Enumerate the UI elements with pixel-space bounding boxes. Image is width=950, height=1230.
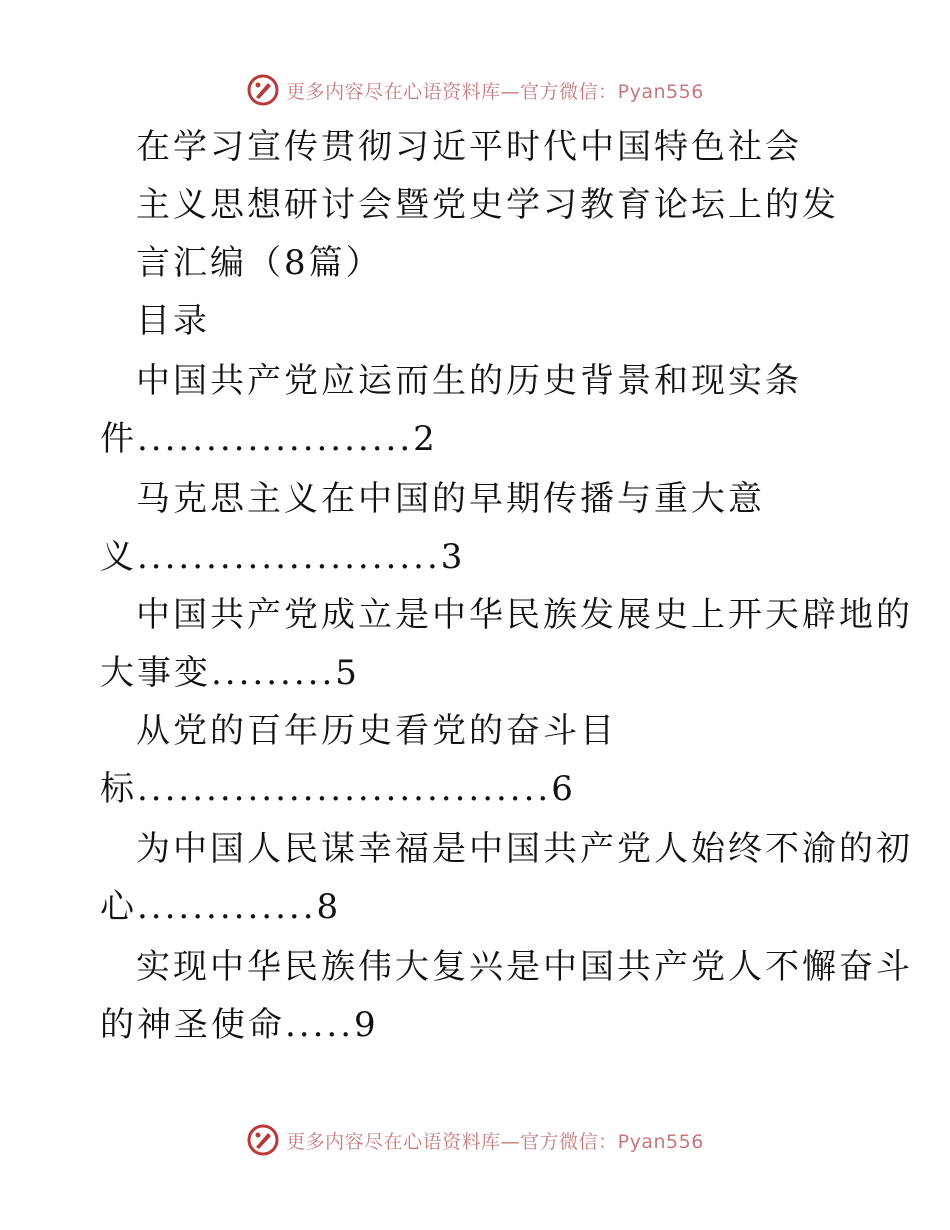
toc-entry-2-line-1: 马克思主义在中国的早期传播与重大意 <box>136 479 765 519</box>
toc-entry-4-line-1: 从党的百年历史看党的奋斗目 <box>136 711 617 751</box>
toc-entry-6-line-1: 实现中华民族伟大复兴是中国共产党人不懈奋斗 <box>136 947 913 987</box>
title-line-1: 在学习宣传贯彻习近平时代中国特色社会 <box>136 127 802 167</box>
footer-banner-text: 更多内容尽在心语资料库—官方微信：Pyan556 <box>286 1130 704 1153</box>
footer-banner <box>0 1120 950 1160</box>
toc-entry-3-line-1: 中国共产党成立是中华民族发展史上开天辟地的 <box>136 595 913 635</box>
toc-entry-6-line-2: 的神圣使命.....9 <box>100 1005 379 1045</box>
toc-entry-3-line-2: 大事变.........5 <box>100 653 360 693</box>
toc-entry-5-line-1: 为中国人民谋幸福是中国共产党人始终不渝的初 <box>136 829 913 869</box>
title-line-2: 主义思想研讨会暨党史学习教育论坛上的发 <box>136 185 839 225</box>
pen-nib-logo-icon <box>246 73 280 107</box>
header-banner <box>0 70 950 110</box>
toc-entry-4-line-2: 标..............................6 <box>100 769 576 809</box>
toc-entry-1-line-1: 中国共产党应运而生的历史背景和现实条 <box>136 361 802 401</box>
toc-entry-2-line-2: 义......................3 <box>100 537 466 577</box>
toc-heading: 目录 <box>136 301 210 341</box>
pen-nib-logo-icon <box>246 1123 280 1157</box>
header-banner-text: 更多内容尽在心语资料库—官方微信：Pyan556 <box>286 80 704 103</box>
toc-entry-5-line-2: 心.............8 <box>100 887 342 927</box>
title-line-3: 言汇编（8篇） <box>136 243 383 283</box>
toc-entry-1-line-2: 件....................2 <box>100 419 438 459</box>
